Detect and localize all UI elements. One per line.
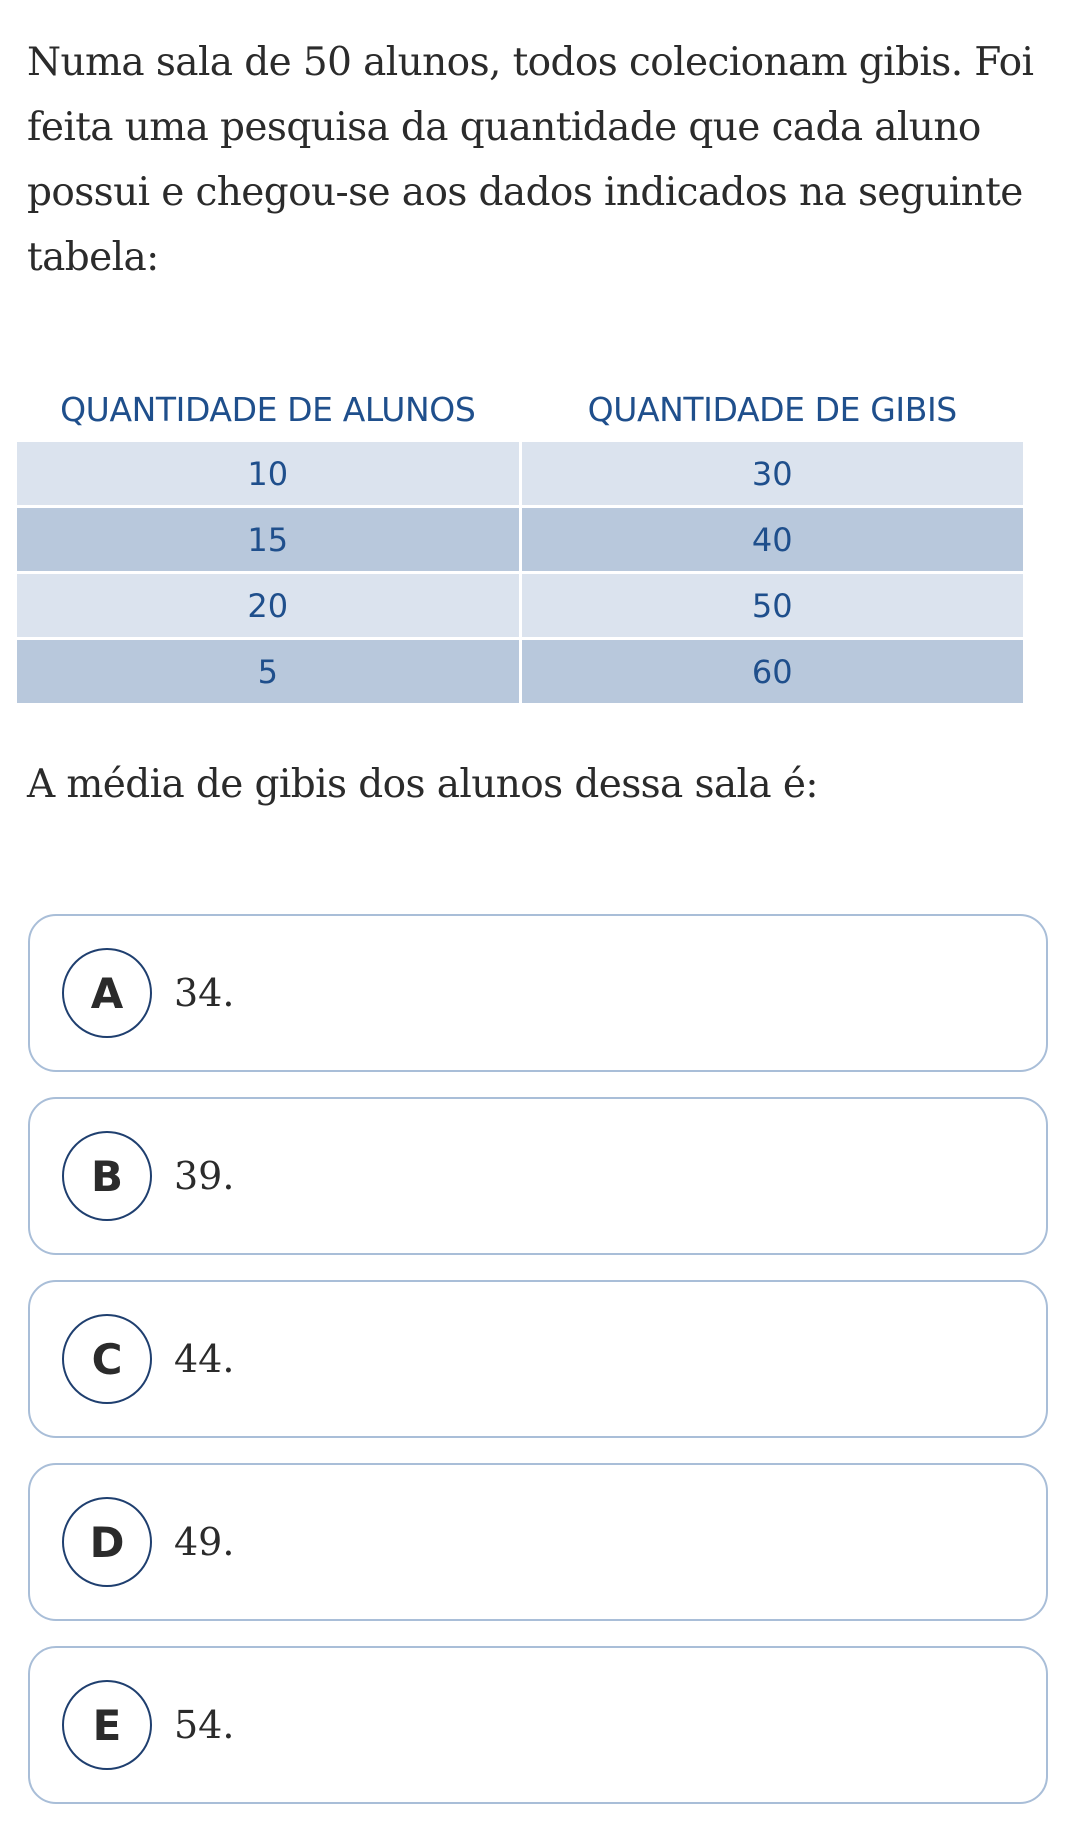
cell-gibis: 50: [522, 574, 1024, 637]
header-quantidade-gibis: QUANTIDADE DE GIBIS: [522, 379, 1024, 439]
cell-gibis: 60: [522, 640, 1024, 703]
option-letter-d: D: [62, 1497, 152, 1587]
option-c[interactable]: [28, 1280, 1048, 1438]
option-letter-b: B: [62, 1131, 152, 1221]
table-row: [17, 640, 1023, 703]
option-text-d: 49.: [174, 1520, 235, 1564]
cell-alunos: 15: [17, 508, 519, 571]
data-table: [14, 376, 1026, 706]
cell-alunos: 5: [17, 640, 519, 703]
option-e[interactable]: [28, 1646, 1048, 1804]
option-text-a: 34.: [174, 971, 235, 1015]
option-a[interactable]: [28, 914, 1048, 1072]
table-row: [17, 442, 1023, 505]
table-row: [17, 508, 1023, 571]
option-letter-e: E: [62, 1680, 152, 1770]
option-d[interactable]: [28, 1463, 1048, 1621]
cell-gibis: 30: [522, 442, 1024, 505]
question-text: Numa sala de 50 alunos, todos colecionam gibis. Foi feita uma pesquisa da quantidade que cada aluno possui e chegou-se aos dados indicados na seguinte tabela:: [27, 40, 1034, 280]
option-letter-a: A: [62, 948, 152, 1038]
option-text-b: 39.: [174, 1154, 235, 1198]
option-text-e: 54.: [174, 1703, 235, 1747]
option-b[interactable]: [28, 1097, 1048, 1255]
option-text-c: 44.: [174, 1337, 235, 1381]
cell-alunos: 10: [17, 442, 519, 505]
cell-alunos: 20: [17, 574, 519, 637]
table-header-row: [17, 379, 1023, 439]
prompt-text: A média de gibis dos alunos dessa sala é:: [27, 762, 818, 807]
cell-gibis: 40: [522, 508, 1024, 571]
option-letter-c: C: [62, 1314, 152, 1404]
header-quantidade-alunos: QUANTIDADE DE ALUNOS: [17, 379, 519, 439]
table-row: [17, 574, 1023, 637]
